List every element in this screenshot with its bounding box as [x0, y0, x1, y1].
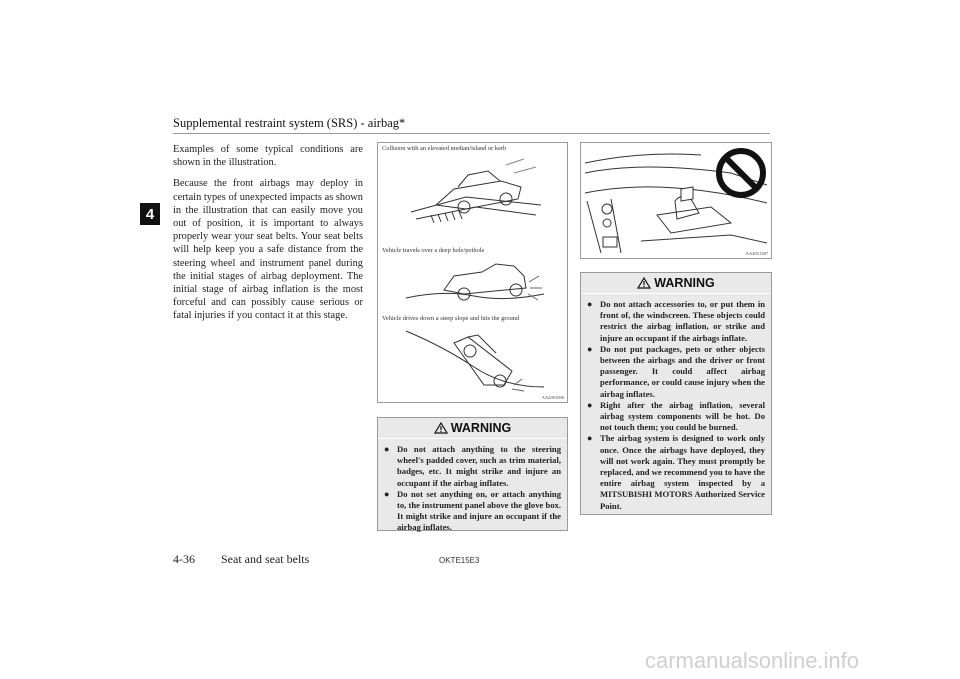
- steep-slope-illustration: [404, 327, 554, 395]
- warning-list: [378, 439, 567, 540]
- warning-box-windscreen: [580, 272, 772, 515]
- warning-triangle-icon: [637, 277, 651, 289]
- figure-caption: Vehicle travels over a deep hole/pothole: [382, 247, 485, 254]
- pothole-illustration: [404, 260, 550, 310]
- warning-triangle-icon: [434, 422, 448, 434]
- figure-code: AA4051387: [745, 251, 768, 256]
- header-divider: [173, 133, 770, 134]
- warning-header: [378, 418, 567, 439]
- warning-item-text: Do not attach accessories to, or put them in front of, the windscreen. These objects could restrict the airbag inflation, or strike and injure an occupant if the airbags inflate.: [600, 299, 765, 343]
- warning-header: [581, 273, 771, 294]
- warning-item-text: Do not set anything on, or attach anything to, the instrument panel above the glove box. It might strike and injure an occupant if the airbag inflates.: [397, 488, 561, 533]
- warning-item: [587, 344, 765, 400]
- figure-caption: Collision with an elevated median/island or kerb: [382, 145, 507, 152]
- body-text: [173, 143, 363, 331]
- warning-item: [587, 400, 765, 434]
- watermark: carmanualsonline.info: [645, 648, 860, 673]
- bullet-icon: ●: [384, 444, 390, 454]
- warning-item-text: Right after the airbag inflation, several airbag system components will be hot. Do not touch them; you could be burned.: [600, 399, 765, 433]
- warning-item-text: The airbag system is designed to work only once. Once the airbags have deployed, they will not work again. They must promptly be replaced, and we recommend you to have the entire airbag system inspected by a MITSUBISHI MOTORS Authorized Service Point.: [600, 433, 765, 511]
- warning-item: [384, 489, 561, 534]
- warning-item: [384, 444, 561, 489]
- bullet-icon: ●: [587, 399, 593, 410]
- prohibited-icon: [715, 147, 767, 199]
- warning-list: [581, 294, 771, 518]
- warning-item-text: Do not attach anything to the steering wheel's padded cover, such as trim material, badges, etc. It might strike and injure an occupant if the airbag inflates.: [397, 444, 561, 488]
- figure-code: AA2001096: [541, 395, 564, 400]
- figure-caption: Vehicle drives down a steep slope and hits the ground: [382, 315, 520, 322]
- section-name: Seat and seat belts: [221, 552, 310, 566]
- page-number: 4-36: [173, 552, 195, 566]
- warning-title: WARNING: [654, 276, 715, 290]
- page-header-title: Supplemental restraint system (SRS) - airbag*: [173, 116, 406, 130]
- bullet-icon: ●: [384, 488, 390, 499]
- kerb-collision-illustration: [406, 157, 546, 232]
- body-paragraph: Because the front airbags may deploy in certain types of unexpected impacts as shown in the illustration that can easily move you out of position, it is important to always properly wear your seat belts. Your seat belts will help keep you a safe distance from the steering wheel and instrument panel during the initial stages of airbag deployment. The initial stage of airbag inflation is the most forceful and can possibly cause serious or fatal injuries if you contact it at this stage.: [173, 178, 363, 322]
- warning-box-steering: [377, 417, 568, 531]
- warning-item: [587, 433, 765, 511]
- warning-title: WARNING: [450, 421, 512, 435]
- bullet-icon: ●: [587, 343, 593, 354]
- bullet-icon: ●: [587, 299, 593, 309]
- warning-item: [587, 299, 765, 344]
- warning-item-text: Do not put packages, pets or other objects between the airbags and the driver or front passenger. It could affect airbag performance, or could cause injury when the airbag inflates.: [600, 343, 765, 399]
- body-paragraph: Examples of some typical conditions are shown in the illustration.: [173, 144, 363, 169]
- chapter-tab: 4: [140, 203, 160, 225]
- dashboard-figure: [580, 142, 772, 259]
- collision-scenarios-figure: [377, 142, 568, 403]
- document-code: OKTE15E3: [439, 556, 480, 565]
- bullet-icon: ●: [587, 433, 593, 444]
